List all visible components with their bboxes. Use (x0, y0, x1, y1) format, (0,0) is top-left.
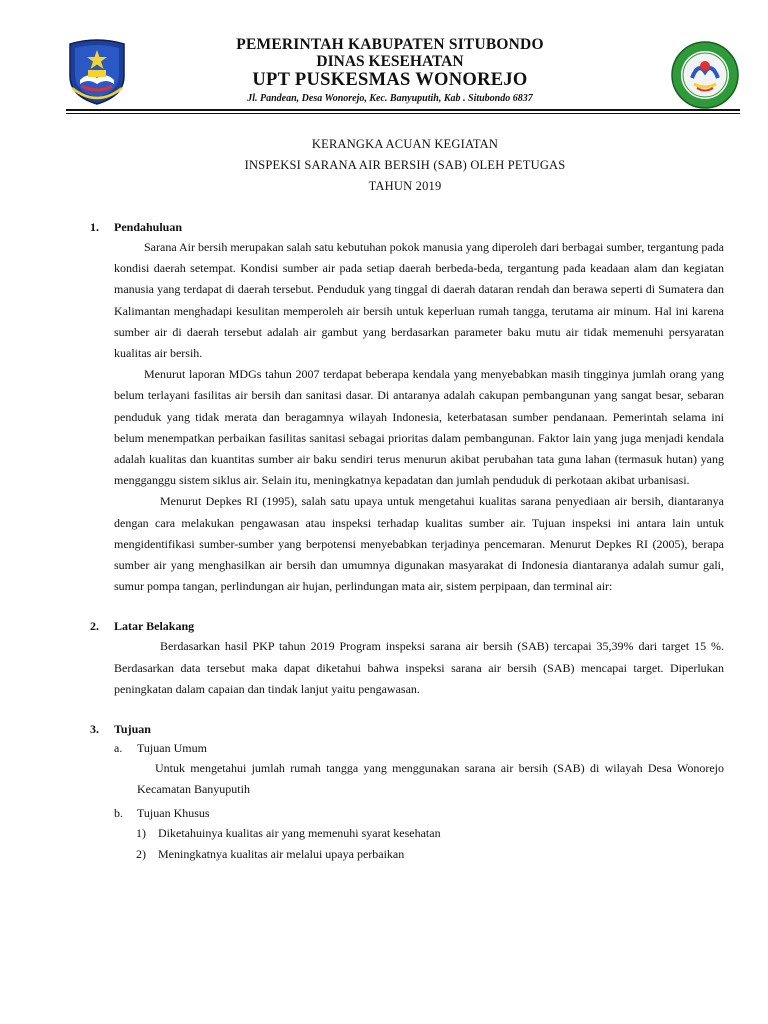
list-item (136, 823, 724, 844)
section-heading-latar-belakang (90, 616, 724, 636)
paragraph: Untuk mengetahui jumlah rumah tangga yang menggunakan sarana air bersih (SAB) di wilayah Desa Wonorejo Kecamatan Banyuputih (137, 761, 724, 797)
section-number: 2. (90, 619, 99, 634)
health-office-seal-logo (670, 40, 740, 110)
subsection-label: b. (114, 806, 123, 821)
section-title: Pendahuluan (114, 220, 183, 234)
section-heading-tujuan (90, 719, 724, 739)
subsection-tujuan-umum (114, 739, 724, 758)
regency-crest-logo (66, 38, 128, 106)
letterhead-institution: UPT PUSKESMAS WONOREJO (252, 70, 528, 90)
paragraph: Sarana Air bersih merupakan salah satu kebutuhan pokok manusia yang diperoleh dari berbagai sumber, tergantung pada kondisi daerah setempat. Kondisi sumber air pada setiap daerah berbeda-beda, tergantung pada keadaan alam dan kegiatan manusia yang terdapat di daerah tersebut. Penduduk yang tinggal di daerah dataran rendah dan berawa seperti di Sumatera dan Kalimantan menghadapi kesulitan memperoleh air bersih untuk keperluan rumah tangga, terutama air minum. Hal ini karena sumber air di daerah tersebut adalah air gambut yang berdasarkan parameter baku mutu air tidak memenuhi persyaratan kualitas air bersih. (114, 240, 724, 361)
subsection-tujuan-khusus (114, 804, 724, 823)
list-item-text: Diketahuinya kualitas air yang memenuhi syarat kesehatan (158, 826, 441, 841)
subsection-title: Tujuan Umum (137, 741, 207, 756)
document-body (90, 217, 724, 865)
section-title: Latar Belakang (114, 619, 195, 634)
document-subtitle: INSPEKSI SARANA AIR BERSIH (SAB) OLEH PETUGAS (244, 158, 566, 172)
document-title-block (110, 134, 700, 197)
section-title: Tujuan (114, 722, 151, 737)
list-item-text: Meningkatnya kualitas air melalui upaya perbaikan (158, 847, 405, 862)
section-heading-pendahuluan (90, 217, 724, 237)
subsection-label: a. (114, 741, 123, 756)
section-number: 1. (90, 220, 99, 234)
letterhead-address: Jl. Pandean, Desa Wonorejo, Kec. Banyuputih, Kab . Situbondo 6837 (247, 93, 533, 104)
section-number: 3. (90, 722, 99, 737)
list-item (136, 844, 724, 865)
list-item-number: 1) (136, 826, 146, 841)
subsection-title: Tujuan Khusus (137, 806, 210, 821)
letterhead-department: DINAS KESEHATAN (316, 53, 464, 70)
document-year: TAHUN 2019 (368, 179, 442, 193)
paragraph: Menurut laporan MDGs tahun 2007 terdapat beberapa kendala yang menyebabkan masih tingginya jumlah orang yang belum terlayani fasilitas air bersih dan sanitasi dasar. Di antaranya adalah cakupan pembangunan yang sangat besar, sebaran penduduk yang tidak merata dan beragamnya wilayah Indonesia, keterbatasan sumber pendanaan. Pemerintah selama ini belum menempatkan perbaikan fasilitas sanitasi sebagai prioritas dalam pembangunan. Faktor lain yang juga menjadi kendala adalah kualitas dan kuantitas sumber air baku sendiri terus menurun akibat perubahan tata guna lahan (termasuk hutan) yang mengganggu sistem siklus air. Selain itu, meningkatnya kepadatan dan jumlah penduduk di perkotaan akibat urbanisasi. (114, 367, 724, 488)
paragraph: Menurut Depkes RI (1995), salah satu upaya untuk mengetahui kualitas sarana penyediaan air bersih, diantaranya dengan cara melakukan pengawasan atau inspeksi terhadap kualitas sumber air. Tujuan inspeksi ini antara lain untuk mengidentifikasi sumber-sumber yang berpotensi menyebabkan terjadinya pencemaran. Menurut Depkes RI (2005), berapa sumber air yang menghasilkan air bersih dan umumnya digunakan masyarakat di Indonesia diantaranya adalah sumur gali, sumur pompa tangan, perlindungan air hujan, perlindungan mata air, sistem perpipaan, dan terminal air: (114, 494, 724, 594)
letterhead-rule-thin (66, 113, 740, 114)
letterhead-rule-thick (66, 109, 740, 111)
list-item-number: 2) (136, 847, 146, 862)
letterhead (150, 36, 630, 106)
letterhead-government: PEMERINTAH KABUPATEN SITUBONDO (236, 36, 544, 53)
paragraph: Berdasarkan hasil PKP tahun 2019 Program inspeksi sarana air bersih (SAB) tercapai 35,39% dari target 15 %. Berdasarkan data tersebut maka dapat diketahui bahwa inspeksi sarana air bersih (SAB) mencapai target. Diperlukan peningkatan dalam capaian dan tindak lanjut yaitu pengawasan. (114, 639, 724, 696)
document-title: KERANGKA ACUAN KEGIATAN (311, 137, 499, 151)
